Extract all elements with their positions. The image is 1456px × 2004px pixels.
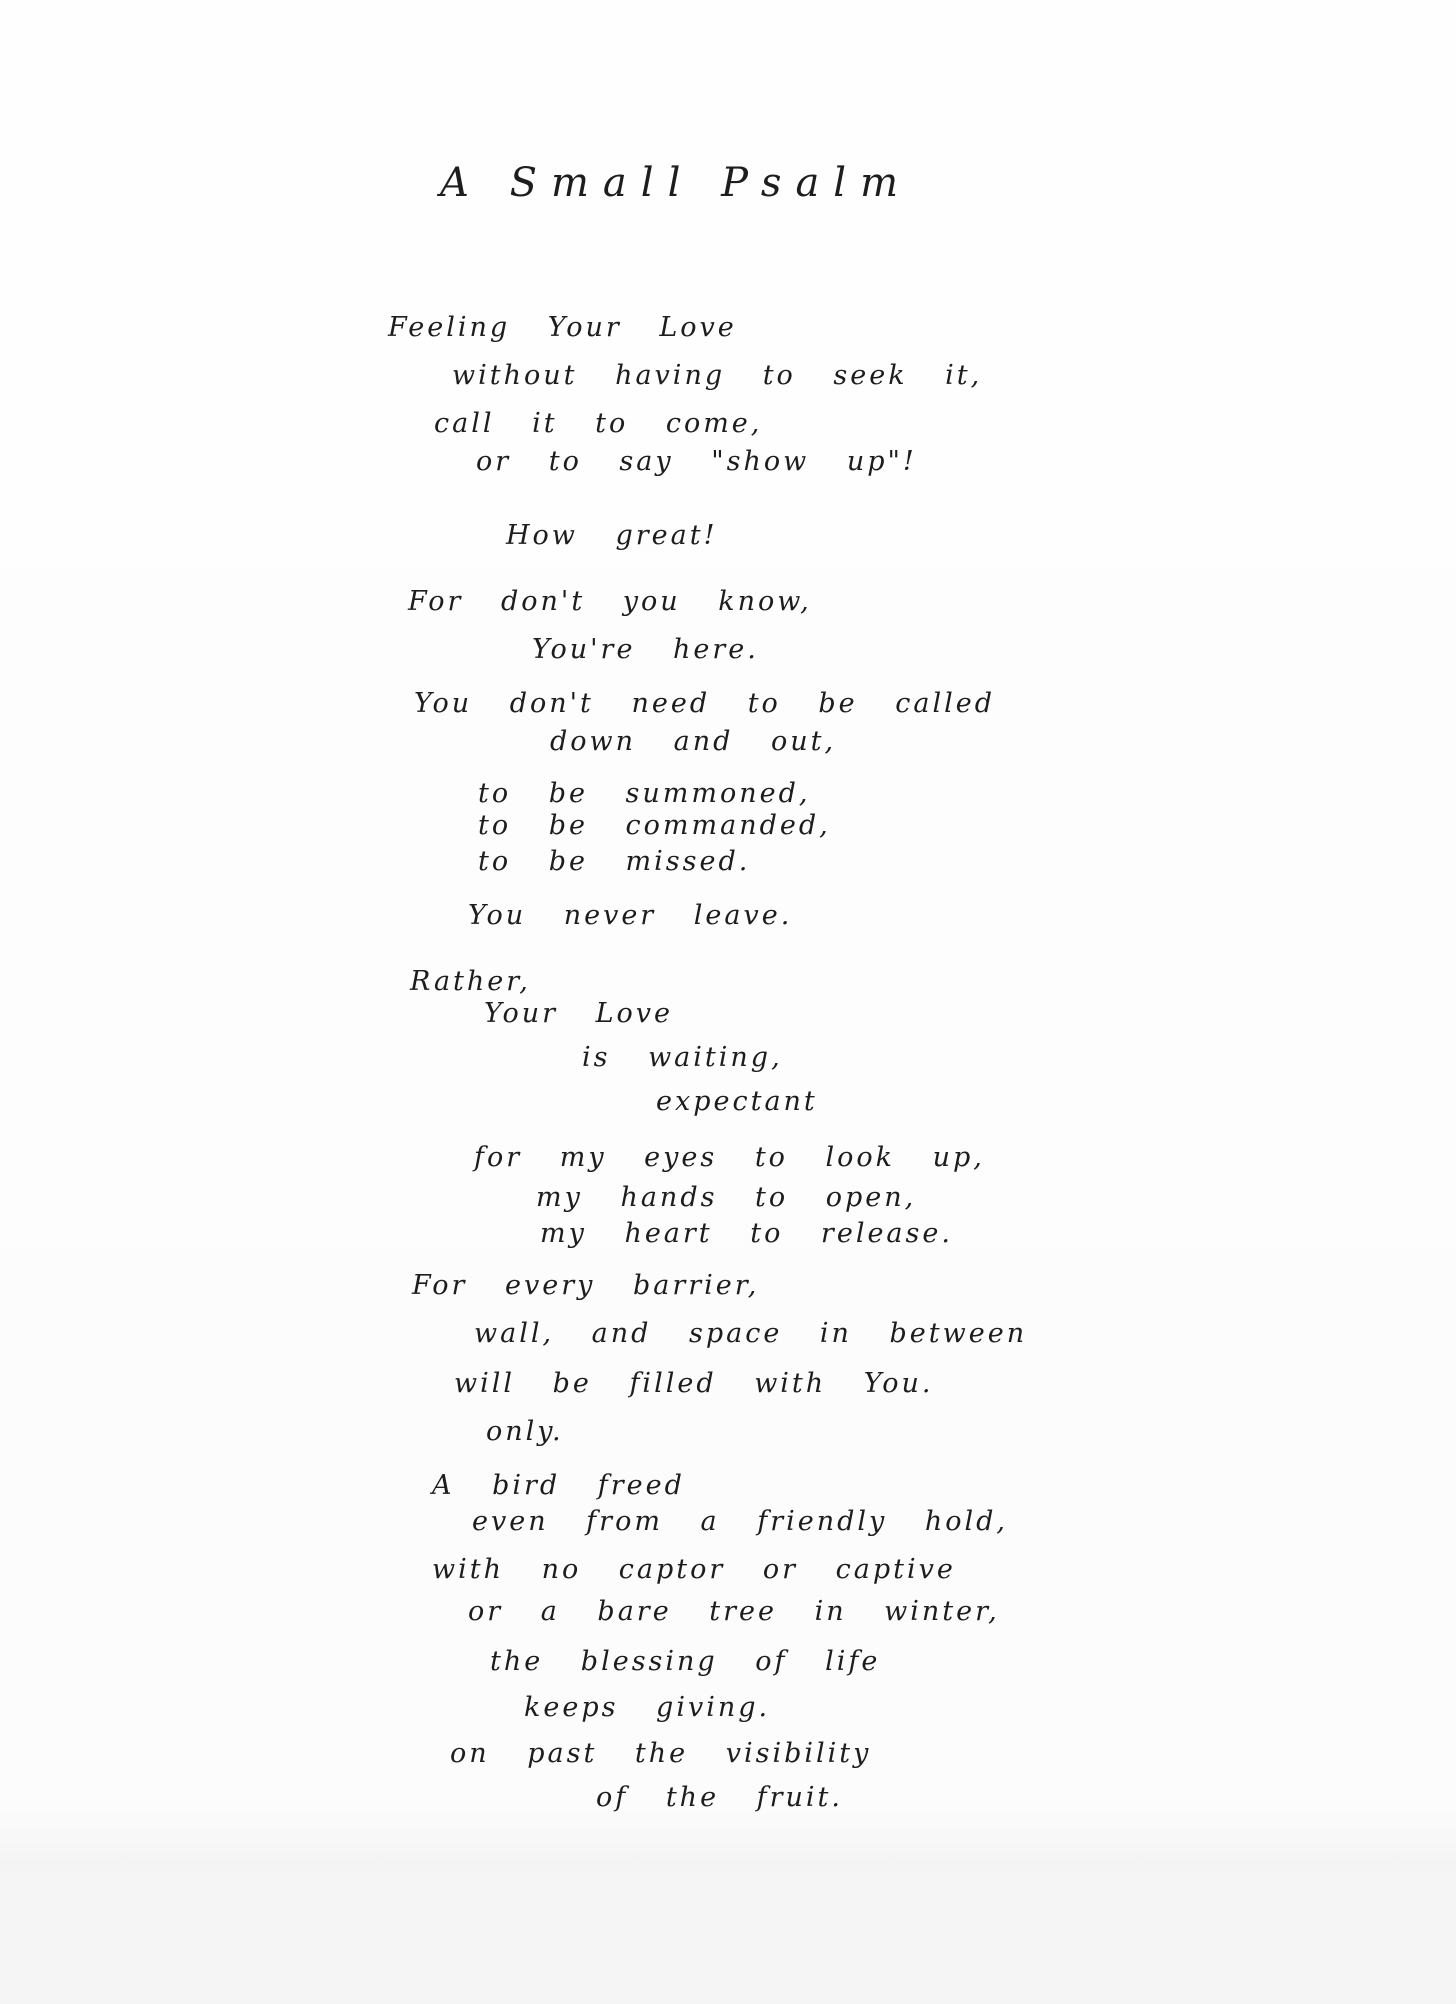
scan-bottom-margin	[0, 1872, 1456, 2004]
poem-line: of the fruit.	[596, 1782, 843, 1813]
poem-line: my hands to open,	[536, 1182, 917, 1213]
poem-line: even from a friendly hold,	[472, 1506, 1009, 1537]
poem-line: call it to come,	[434, 408, 763, 439]
poem-line: is waiting,	[582, 1042, 783, 1073]
poem-line: Your Love	[484, 998, 674, 1029]
poem-line: For every barrier,	[412, 1270, 760, 1301]
poem-title: A Small Psalm	[440, 160, 913, 206]
poem-line: to be commanded,	[478, 810, 831, 841]
poem-line: A bird freed	[432, 1470, 685, 1501]
poem-line: only.	[486, 1416, 564, 1447]
poem-line: wall, and space in between	[474, 1318, 1028, 1349]
poem-line: You're here.	[532, 634, 759, 665]
poem-line: How great!	[506, 520, 718, 551]
poem-line: or a bare tree in winter,	[468, 1596, 1000, 1627]
poem-line: for my eyes to look up,	[474, 1142, 985, 1173]
poem-line: on past the visibility	[450, 1738, 872, 1769]
poem-line: Rather,	[410, 966, 531, 997]
poem-line: You don't need to be called	[414, 688, 995, 719]
poem-line: For don't you know,	[408, 586, 812, 617]
poem-line: will be filled with You.	[454, 1368, 934, 1399]
poem-line: my heart to release.	[540, 1218, 953, 1249]
poem-line: with no captor or captive	[432, 1554, 956, 1585]
poem-line: without having to seek it,	[452, 360, 983, 391]
poem-line: You never leave.	[468, 900, 793, 931]
poem-line: down and out,	[550, 726, 837, 757]
poem-line: expectant	[656, 1086, 818, 1117]
poem-line: the blessing of life	[490, 1646, 881, 1677]
poem-line: Feeling Your Love	[388, 312, 737, 343]
poem-line: or to say "show up"!	[476, 446, 917, 477]
poem-line: keeps giving.	[524, 1692, 771, 1723]
poem-line: to be summoned,	[478, 778, 811, 809]
poem-line: to be missed.	[478, 846, 751, 877]
